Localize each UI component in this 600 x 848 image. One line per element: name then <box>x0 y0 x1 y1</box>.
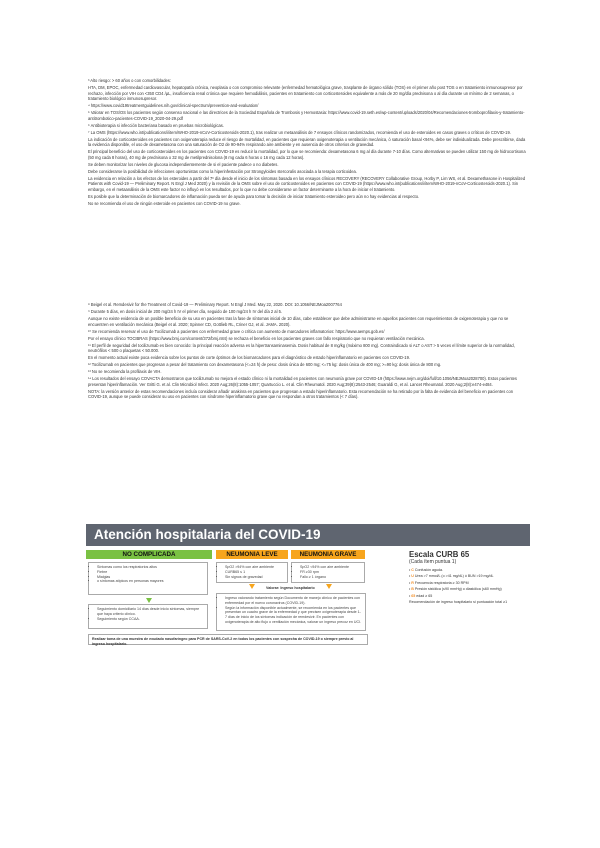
followup-item: • Seguimiento según CCAA. <box>97 617 204 622</box>
treatment-item: • Ingreso valorando tratamiento según Documento de manejo clínico de pacientes con enfermedad por el nuevo coronavirus (COVID-19). <box>225 596 362 606</box>
symptom-item: • o síntomas atípicos en personas mayores <box>97 579 204 584</box>
infographic-banner <box>86 524 530 546</box>
curb65-title: Escala CURB 65 <box>409 550 470 559</box>
ingreso-treatment-box <box>216 593 366 631</box>
curb65-subtitle: (Cada ítem puntua 1) <box>409 559 457 565</box>
header-neumonia-leve: NEUMONIA LEVE <box>216 550 288 559</box>
footnote-paragraph: Se deben monitorizar los niveles de glucosa independientemente de si el paciente padece o no diabetes. <box>88 161 279 167</box>
footnote-paragraph: ⁵ Valorar en TOS/OS los pacientes según consenso nacional e las directrices de la Sociedad Española de Trombosis y Hemostasia: https://www.covid-19.seth.es/wp-content/uploads/2020/04/Recomendaciones-tromboprofilaxis-y-tratamiento-antitrombotico-pacientes-COVID-19_2020-04-29.pdf <box>88 110 525 121</box>
footnote-paragraph: La indicación de corticosteroides en pacientes con oxigenoterapia reduce el riesgo de mortalidad, en pacientes que requieran oxigenoterapia o ventilación mecánica, ó saturación basal <94%, debe ser individualizada. Debe prescribirse, dada la evidencia disponible, el uso de dexametasona con una saturación de O2 de 90-94% respirando aire ambiente y en ausencia de otros criterios de gravedad. <box>88 136 526 148</box>
followup-item: • Seguimiento domiciliario 14 días desde inicio síntomas, siempre que haya criterio clínico. <box>97 607 204 617</box>
no-complicada-symptoms-box <box>88 562 208 595</box>
green-arrow-icon <box>146 598 152 603</box>
footnote-paragraph: La evidencia en relación a los efectos de los esteroides a partir del 7º día desde el inicio de los síntomas basada en los ensayos clínicos RECOVERY (RECOVERY Collaborative Group, Horby P, Lim WS, et al. Dexamethasone in Hospitalized Patients with Covid-19 — Preliminary Report. N Engl J Med 2020) y la revisión de la OMS sobre el uso de corticosteroides en pacientes con COVID-19 (https://www.who.int/publications/i/item/WHO-2019-nCoV-Corticosteroids-2020.1). Sin embargo, en el metaanálisis de la OMS este factor no influyó en los resultados, por lo que no debe considerarse un factor determinante a la hora de iniciar el tratamiento. <box>88 175 526 192</box>
footnote-paragraph: ¹² Tocilizumab en pacientes que progresan a pesar del tratamiento con dexametasona (<=24 h) de peso: dosis única de 600 mg; <=75 kg: dosis única de 400 mg; >=90 kg: dosis única de 800 mg. <box>88 362 442 368</box>
curb-item-r: • R Frecuencia respiratoria ≥ 30 RPM <box>409 580 469 585</box>
footnotes-top <box>88 78 528 208</box>
footnote-paragraph: ⁸ Beigel et al. Remdesivir for the Treatment of Covid-19 — Preliminary Report. N Engl J Med. May 22, 2020. DOI: 10.1056/NEJMoa2007764 <box>88 302 342 307</box>
criteria-item: • CURB65 ≤ 1 <box>225 570 284 575</box>
footnote-paragraph: Debe considerarse la posibilidad de infecciones oportunistas como la hiperinfestación por Strongyloides stercoralis asociada a la terapia corticoidea. <box>88 168 357 174</box>
footnote-paragraph: ⁶ Antibioterapia si infección bacteriana basado en pruebas microbiológicas. <box>88 122 224 128</box>
no-complicada-followup-box <box>88 604 208 629</box>
curb-item-65: • 65 edad ≥ 65 <box>409 593 433 598</box>
curb-item-c: • C Confusión aguda. <box>409 568 444 572</box>
footnote-paragraph: No se recomienda el uso de ningún esteroide en pacientes con COVID-19 no grave. <box>88 200 241 206</box>
footnote-paragraph: ¹⁴ Los resultados del ensayo COVACTA demostraron que tocilizumab no mejora el estado clínico ni la mortalidad en pacientes con neumonía grave por COVID-19 (https://www.nejm.org/doi/full/10.1056/NEJMoa2028700). Estos pacientes presentan hiperinflamación. Ver Gritti G. et al. Clin Microbiol Infect. 2020 Aug;26(8):1055-1057; Quartuccio L. et al. Clin Rheumatol. 2020 Aug;39(8):2543-2546; Guaraldi G, et al. Lancet Rheumatol. 2020 Aug;2(8):e474-e484. <box>88 376 517 387</box>
criteria-item: • Sin signos de gravedad <box>225 575 284 580</box>
footnote-paragraph: ⁹ Durante 5 días, en dosis inicial de 200 mg/24 h IV el primer día, seguido de 100 mg/24 h IV del día 2 al 5. <box>88 308 283 314</box>
footnote-paragraph: Por el ensayo clínico TOCIBRAS (https://www.bmj.com/content/372/bmj.n84) se rechaza el beneficio en los pacientes graves con fallo respiratorio que no requieran ventilación mecánica. <box>88 335 425 341</box>
orange-arrow-icon <box>326 584 332 589</box>
footnote-paragraph: NOTA: la versión anterior de estas recomendaciones incluía considerar añadir anakinra en pacientes que progresan a estado hiperinflamatorio. Esta recomendación se ha retirado por la falta de evidencia del beneficio en pacientes con COVID-19, aunque se puede considerar su uso en pacientes con síndrome hiperinflamatorio grave que no respondan a otros tratamientos (< 7 días). <box>88 388 514 400</box>
header-neumonia-grave: NEUMONIA GRAVE <box>291 550 365 559</box>
footnote-paragraph: ¹¹ El perfil de seguridad del tocilizumab es bien conocido: la principal reacción adversa es la hipertransaminasemia. Dosis habitual de 8 mg/kg (máximo 800 mg). Contraindicado si ALT o AST > 5 veces el límite superior de la normalidad, neutrófilos < 500 o plaquetas < 50.000. <box>88 342 515 354</box>
criteria-item: • SpO2 >94% con aire ambiente <box>225 565 284 570</box>
infographic-title: Atención hospitalaria del COVID-19 <box>94 527 321 542</box>
footnote-paragraph: ¹⁰ Se recomienda reservar el uso de Tocilizumab a pacientes con enfermedad grave o crítica con aumento de marcadores inflamatorios: https://www.aemps.gob.es/ <box>88 328 385 334</box>
footnotes-bottom <box>88 302 528 401</box>
curb-item-b: • B Presión sistólica (≤90 mmHg) o diastólica (≤60 mmHg) <box>409 587 502 592</box>
footnote-paragraph: HTA, DM, EPOC, enfermedad cardiovascular, hepatopatía crónica, neoplasia o con compromiso relevante (enfermedad hematológica grave, trasplante de órgano sólido (TOS) en el primer año post TOS o en tratamiento inmunosupresor por rechazo, infección por VIH con <350 CD4 /µL, insuficiencia renal crónica que requiere hemodiálisis, pacientes en tratamiento con corticosteroides equivalente a más de 20 mg/día prednisona o al día durante un mínimo de 2 semanas, o tratamiento biológico inmunosupresor. <box>88 84 523 102</box>
neumonia-leve-criteria-box <box>216 562 288 583</box>
curb65-scale <box>409 550 530 605</box>
valorar-label: Valorar: Ingreso hospitalario <box>266 586 315 590</box>
footnote-paragraph: ⁴ https://www.covid19treatmentguidelines.nih.gov/clinical-spectrum/prevention-and-evaluation/ <box>88 103 259 109</box>
footnote-paragraph: ¹³ No se recomienda la profilaxis de VIH. <box>88 369 162 375</box>
curb-item-u: • U Urea >7 mmol/L (o >41 mg/dL) ó BUN >19 mg/dL <box>409 574 494 579</box>
footnote-paragraph: El principal beneficio del uso de corticosteroides en los pacientes con COVID-19 es reducir la mortalidad, por lo que se recomienda: dexametasona 6 mg al día durante 7-10 días. Como alternativas se pueden utilizar 150 mg de hidrocortisona (50 mg cada 8 horas), 40 mg de prednisona o 32 mg de metilprednisolona (8 mg cada 6 horas o 16 mg cada 12 horas). <box>88 149 526 160</box>
pcr-sample-box: Realizar toma de una muestra de exudado nasofaríngeo para PCR de SARS-CoV-2 en todos los pacientes con sospecha de COVID-19 o siempre previo al ingreso hospitalario. <box>88 634 368 645</box>
footnote-paragraph: Es posible que la determinación de biomarcadores de inflamación pueda ser de ayuda para tomar la decisión de iniciar tratamiento esteroideo pero aún no hay evidencias al respecto. <box>88 193 420 199</box>
neumonia-grave-criteria-box <box>291 562 365 583</box>
footnote-paragraph: ³ Alto riesgo: > 60 años o con comorbilidades: <box>88 78 171 83</box>
symptom-item: • Síntomas como los respiratorios altos <box>97 565 204 570</box>
criteria-item: • SpO2 <94% con aire ambiente <box>300 565 361 570</box>
symptom-item: • Fiebre <box>97 570 204 575</box>
symptom-item: • Mialgias <box>97 575 204 580</box>
criteria-item: • Fallo ≥ 1 órgano <box>300 575 361 580</box>
covid-hospital-infographic <box>86 524 530 648</box>
footnote-paragraph: ⁷ La OMS (https://www.who.int/publications/i/item/WHO-2019-nCoV-Corticosteroids-2020.1), tras realizar un metaanálisis de 7 ensayos clínicos randomizados, recomienda el uso de esteroides en casos graves o críticos de COVID-19. <box>88 129 511 135</box>
header-no-complicada: NO COMPLICADA <box>86 550 212 559</box>
criteria-item: • FR ≥30 rpm <box>300 570 361 575</box>
treatment-item: • Según la información disponible actualmente, se recomienda en los pacientes que presentan un cuadro grave de la enfermedad y que precisen oxigenoterapia desde 1-7 días de inicio de los síntomas indicación de remdesivir. En pacientes con oxigenoterapia de alto flujo o ventilación mecánica, valorar un ingreso precoz en UCI. <box>225 606 362 625</box>
footnote-paragraph: Aunque no existe evidencia de un posible beneficio de su uso en pacientes tras la fase de síntomas inicial de 10 días, cabe establecer que debe administrarse en aquellos pacientes con requerimientos de oxigenoterapia y que no se encuentren en ventilación mecánica (Beigel et al. 2020; Spinner CD, Gottlieb RL, Criner GJ, et al. JAMA. 2020). <box>88 315 509 327</box>
footnote-paragraph: En el momento actual existe poca evidencia sobre los puntos de corte óptimos de los biomarcadores para el diagnóstico de estado hiperinflamatorio en pacientes con COVID-19. <box>88 355 410 361</box>
orange-arrow-icon <box>249 584 255 589</box>
curb65-footer: Recomendación de ingreso hospitalario si puntuación total ≥1 <box>409 600 508 605</box>
